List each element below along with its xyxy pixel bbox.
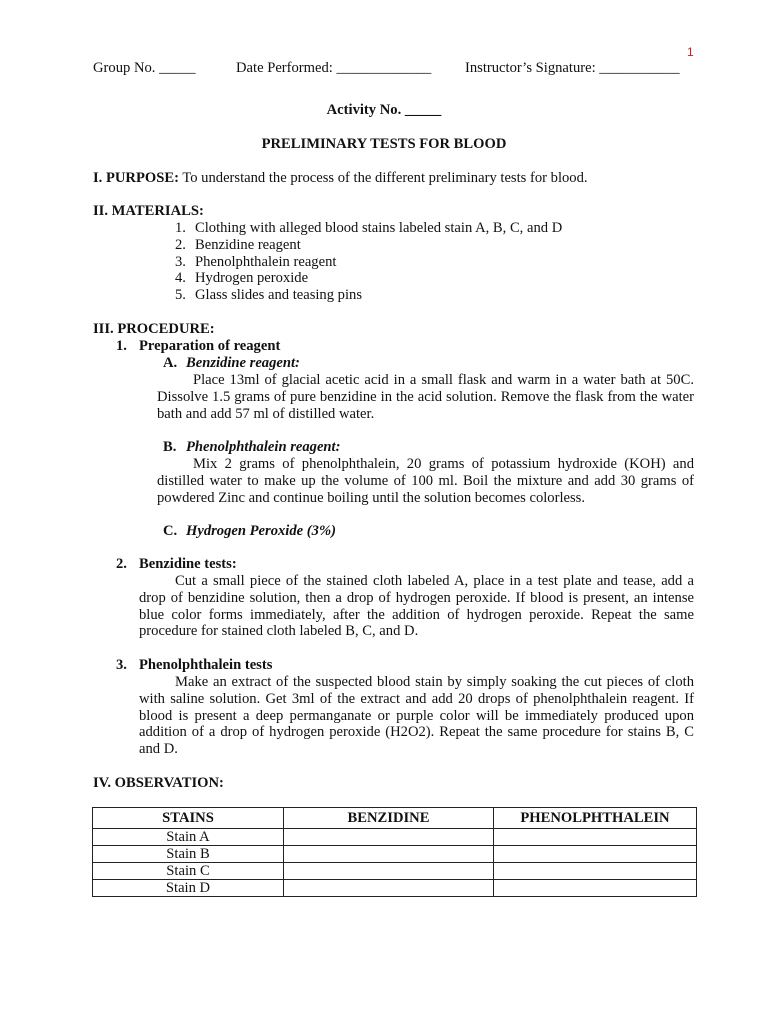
date-performed-field: Date Performed: _____________: [236, 60, 432, 76]
benzidine-result-cell[interactable]: [284, 829, 494, 846]
sub-letter: A.: [163, 355, 178, 371]
sub-letter: C.: [163, 523, 178, 539]
phenolphthalein-result-cell[interactable]: [494, 880, 697, 897]
list-number: 2.: [175, 236, 186, 253]
table-row: [93, 829, 697, 846]
materials-list: [175, 220, 695, 304]
activity-number: Activity No. _____: [326, 102, 442, 118]
sub-letter: B.: [163, 439, 177, 455]
purpose-text: To understand the process of the different preliminary tests for blood.: [178, 170, 588, 186]
step1-heading: [116, 338, 280, 355]
phenolphthalein-result-cell[interactable]: [494, 829, 697, 846]
purpose-section: [93, 170, 703, 187]
step-title: Preparation of reagent: [139, 338, 281, 354]
benzidine-reagent-text: Place 13ml of glacial acetic acid in a small flask and warm in a water bath at 50C. Dissolve 1.5 grams of pure benzidine in the acid solution. Remove the flask from the water bath and add 57 ml of distilled water.: [157, 372, 694, 422]
phenolphthalein-result-cell[interactable]: [494, 846, 697, 863]
sub-title: Phenolphthalein reagent:: [186, 439, 341, 455]
phenolphthalein-result-cell[interactable]: [494, 863, 697, 880]
procedure-label: III. PROCEDURE:: [93, 321, 215, 337]
list-item: [175, 237, 695, 254]
benzidine-result-cell[interactable]: [284, 863, 494, 880]
list-item: [175, 254, 695, 271]
step-title: Benzidine tests:: [139, 556, 237, 572]
benzidine-result-cell[interactable]: [284, 880, 494, 897]
list-text: Phenolphthalein reagent: [195, 253, 337, 270]
list-item: [175, 287, 695, 304]
stain-cell: Stain B: [93, 846, 284, 863]
group-number-field: Group No. _____: [93, 60, 196, 76]
stain-cell: Stain A: [93, 829, 284, 846]
purpose-label: I. PURPOSE:: [93, 170, 179, 186]
list-number: 5.: [175, 287, 186, 304]
observation-table: [92, 807, 697, 897]
list-item: [175, 270, 695, 287]
column-header-benzidine: BENZIDINE: [284, 808, 494, 829]
column-header-phenolphthalein: PHENOLPHTHALEIN: [494, 808, 697, 829]
page-title: PRELIMINARY TESTS FOR BLOOD: [261, 136, 507, 152]
phenolphthalein-reagent-text: Mix 2 grams of phenolphthalein, 20 grams of potassium hydroxide (KOH) and distilled water to make up the volume of 100 ml. Boil the mixture and add 30 grams of powdered Zinc and continue boiling until the solution becomes colorless.: [157, 456, 694, 506]
step-title: Phenolphthalein tests: [139, 657, 273, 673]
table-row: [93, 880, 697, 897]
step3-heading: [116, 657, 272, 674]
table-header-row: [93, 808, 697, 829]
sub-title: Hydrogen Peroxide (3%): [186, 523, 336, 539]
step2-heading: [116, 556, 237, 573]
phenolphthalein-test-text: Make an extract of the suspected blood stain by simply soaking the cut pieces of cloth with saline solution. Get 3ml of the extract and add 20 drops of phenolphthalein reagent. If blood is present a deep permanganate or purple color will be immediately produced upon addition of a drop of hydrogen peroxide (H2O2). Repeat the same procedure for stains B, C and D.: [139, 674, 694, 758]
sub-title: Benzidine reagent:: [186, 355, 300, 371]
step-number: 1.: [116, 338, 127, 354]
stain-cell: Stain D: [93, 880, 284, 897]
list-item: [175, 220, 695, 237]
materials-label: II. MATERIALS:: [93, 203, 204, 219]
observation-label: IV. OBSERVATION:: [93, 775, 224, 791]
table-row: [93, 846, 697, 863]
table-row: [93, 863, 697, 880]
step1b-heading: [163, 439, 340, 456]
list-number: 1.: [175, 220, 186, 236]
step-number: 2.: [116, 556, 127, 572]
list-text: Hydrogen peroxide: [195, 270, 309, 287]
step-number: 3.: [116, 657, 127, 673]
benzidine-test-text: Cut a small piece of the stained cloth labeled A, place in a test plate and tease, add a drop of benzidine solution, then a drop of hydrogen peroxide. If blood is present, an intense blue color forms immediately, after the addition of hydrogen peroxide. Repeat the same procedure for stained cloth labeled B, C, and D.: [139, 573, 694, 640]
column-header-stains: STAINS: [93, 808, 284, 829]
step1a-heading: [163, 355, 300, 372]
instructor-signature-field: Instructor’s Signature: ___________: [465, 60, 680, 76]
benzidine-result-cell[interactable]: [284, 846, 494, 863]
stain-cell: Stain C: [93, 863, 284, 880]
list-text: Benzidine reagent: [195, 236, 301, 253]
list-text: Clothing with alleged blood stains labeled stain A, B, C, and D: [195, 220, 563, 236]
list-number: 3.: [175, 253, 186, 270]
page-number: 1: [687, 45, 694, 59]
list-text: Glass slides and teasing pins: [195, 287, 363, 304]
step1c-heading: [163, 523, 336, 540]
list-number: 4.: [175, 270, 186, 287]
